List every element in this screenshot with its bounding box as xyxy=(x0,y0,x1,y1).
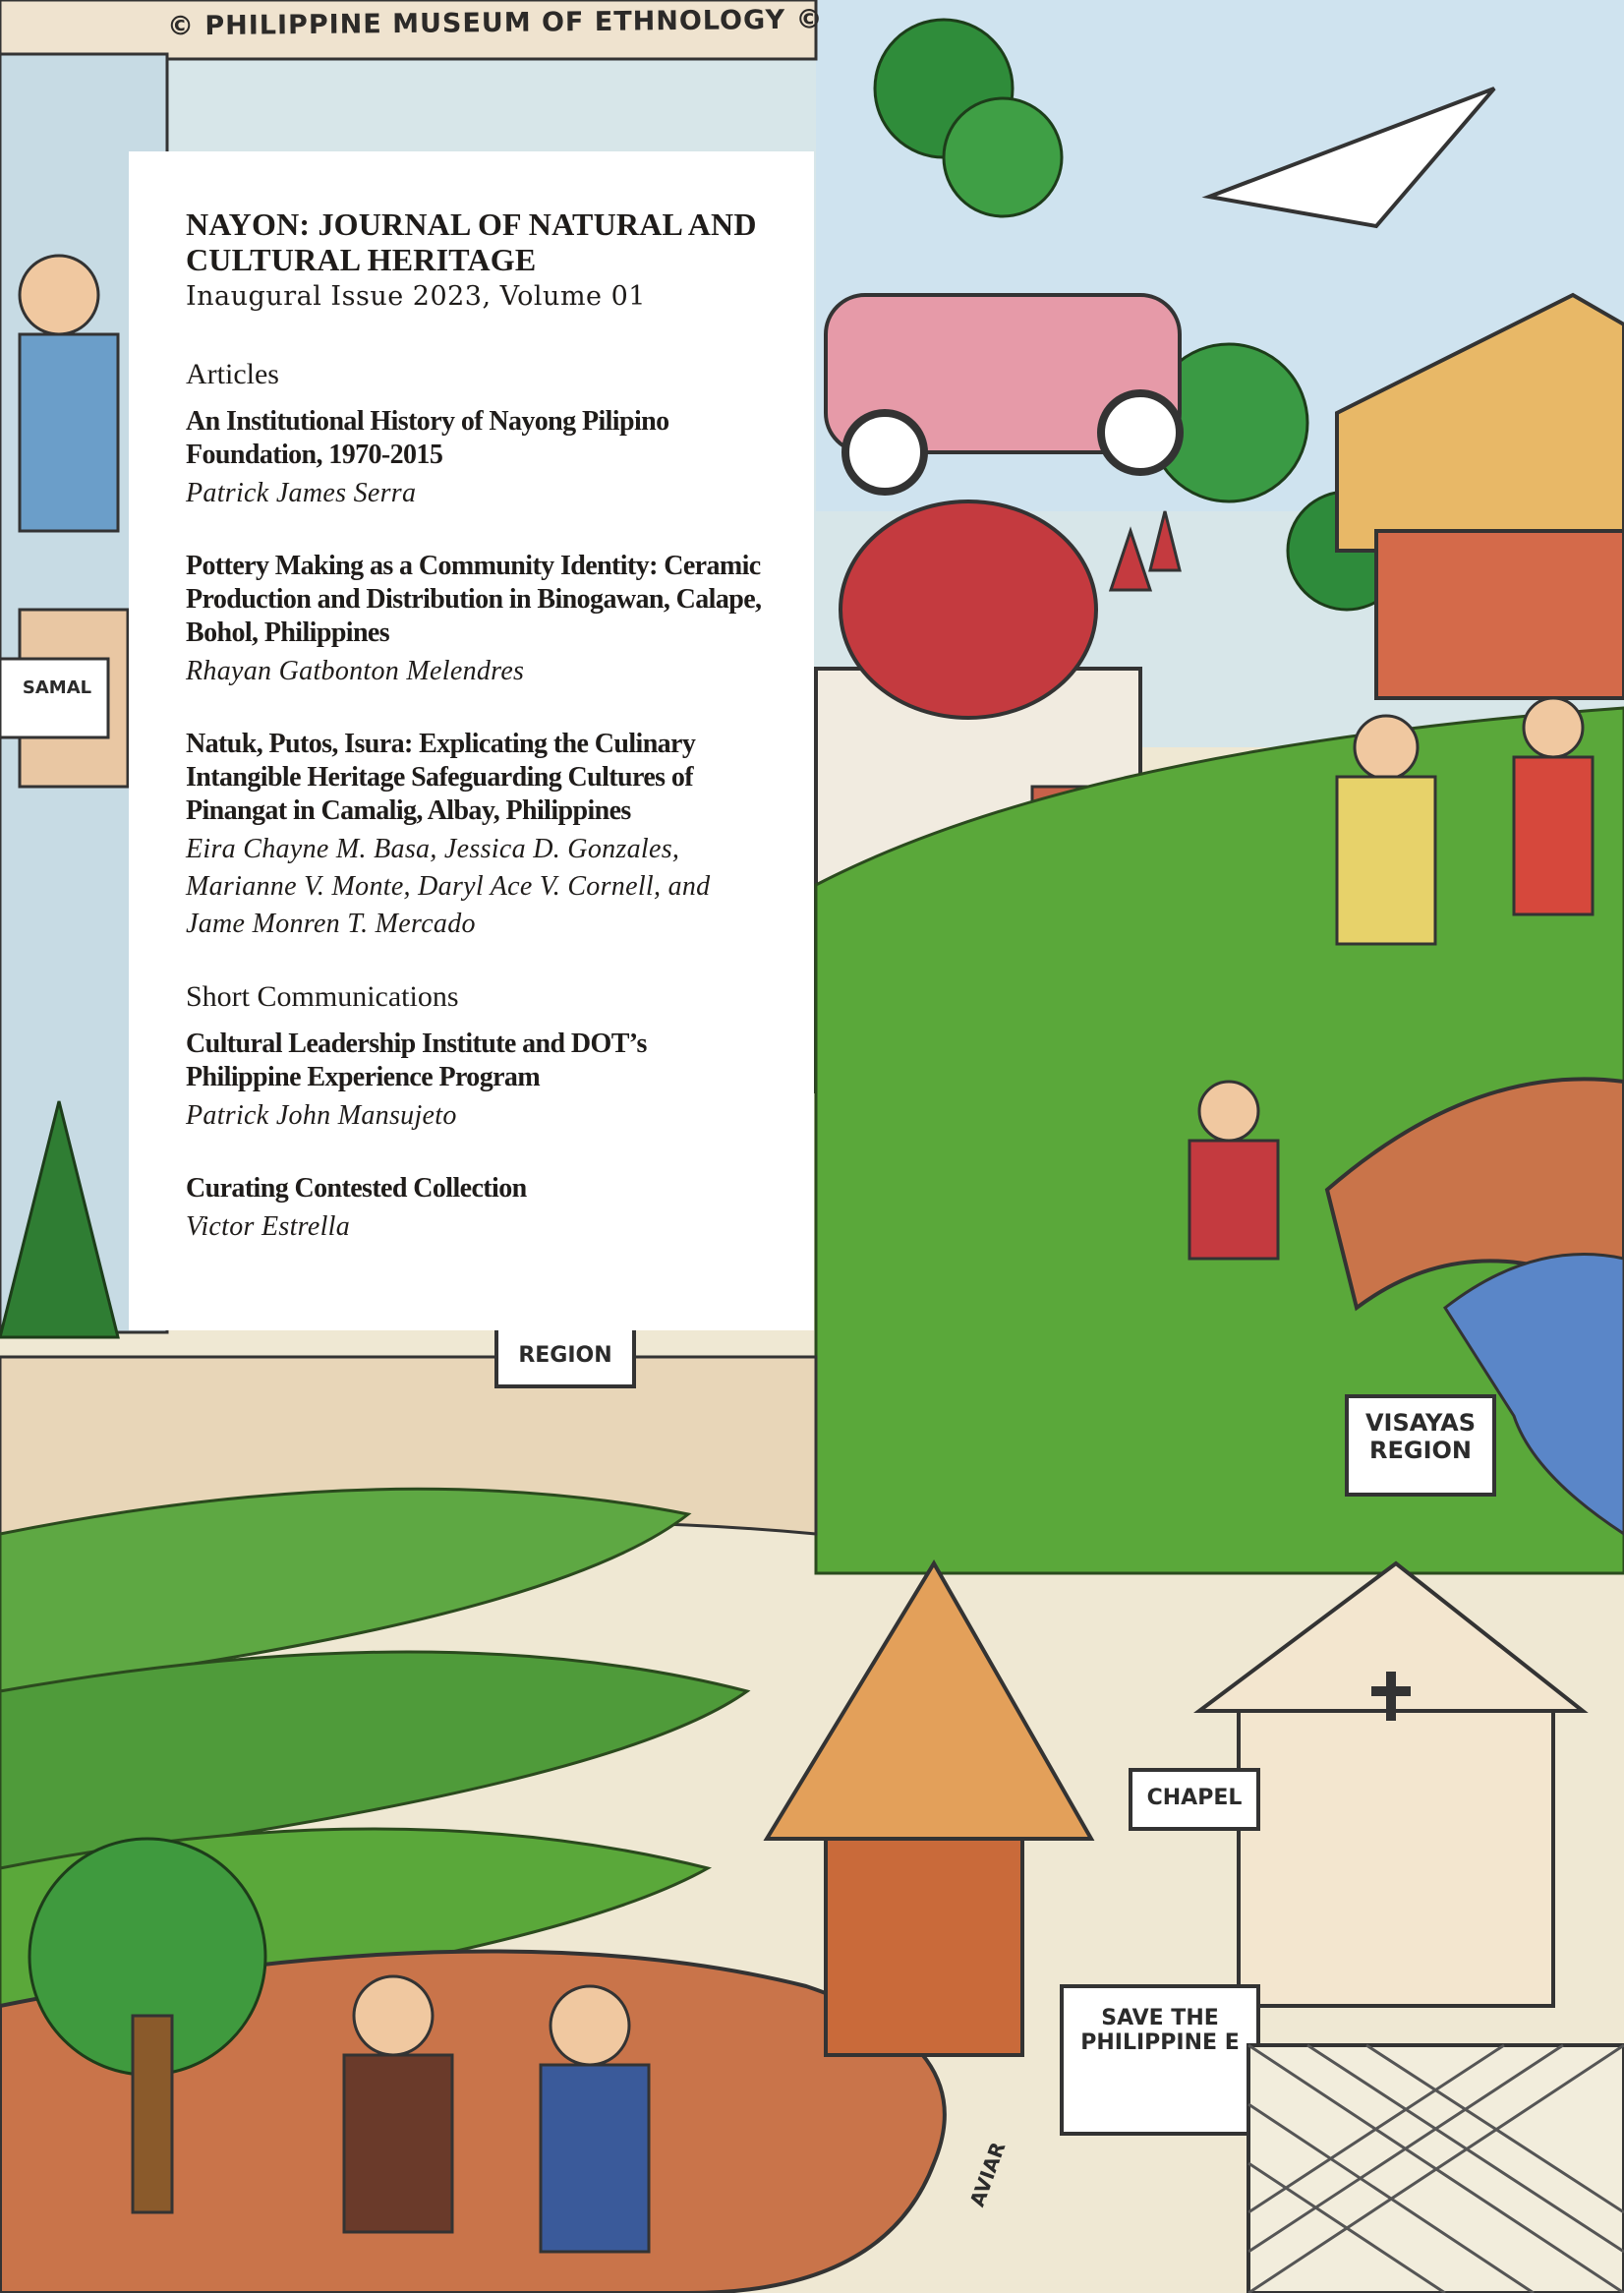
visayas-region-sign: VISAYAS REGION xyxy=(1364,1409,1476,1464)
article-entry xyxy=(186,1028,765,1135)
article-entry xyxy=(186,550,765,690)
article-title: Pottery Making as a Community Identity: Ceramic Production and Distribution in Binogawan, Calape, Bohol, Philippines xyxy=(186,551,762,648)
article-authors: Eira Chayne M. Basa, Jessica D. Gonzales, Marianne V. Monte, Daryl Ace V. Cornell, and Jame Monren T. Mercado xyxy=(186,834,711,939)
region-sign: REGION xyxy=(518,1343,612,1368)
journal-title: NAYON: JOURNAL OF NATURAL AND CULTURAL HERITAGE xyxy=(186,206,757,277)
article-entry xyxy=(186,728,765,943)
section-heading: Short Communications xyxy=(186,980,459,1013)
article-entry xyxy=(186,1172,765,1246)
article-entry xyxy=(186,405,765,512)
table-of-contents-panel xyxy=(129,151,814,1330)
samal-sign: SAMAL xyxy=(22,677,92,698)
aviary-sign: AVIAR xyxy=(964,2139,1011,2210)
article-authors: Patrick John Mansujeto xyxy=(186,1100,457,1131)
section-short-communications xyxy=(186,980,765,1246)
article-title: Cultural Leadership Institute and DOT’s Philippine Experience Program xyxy=(186,1029,647,1092)
section-articles xyxy=(186,358,765,943)
article-title: Curating Contested Collection xyxy=(186,1173,527,1204)
museum-sign: © PHILIPPINE MUSEUM OF ETHNOLOGY © xyxy=(166,4,824,42)
save-sign: SAVE THE PHILIPPINE E xyxy=(1080,2006,1240,2056)
article-authors: Victor Estrella xyxy=(186,1211,351,1242)
chapel-sign: CHAPEL xyxy=(1146,1786,1243,1810)
section-heading: Articles xyxy=(186,358,279,390)
article-authors: Patrick James Serra xyxy=(186,478,417,508)
article-authors: Rhayan Gatbonton Melendres xyxy=(186,656,525,686)
issue-line: Inaugural Issue 2023, Volume 01 xyxy=(186,281,646,312)
article-title: Natuk, Putos, Isura: Explicating the Culinary Intangible Heritage Safeguarding Cultures of Pinangat in Camalig, Albay, Philippines xyxy=(186,729,696,826)
article-title: An Institutional History of Nayong Pilipino Foundation, 1970-2015 xyxy=(186,406,669,470)
